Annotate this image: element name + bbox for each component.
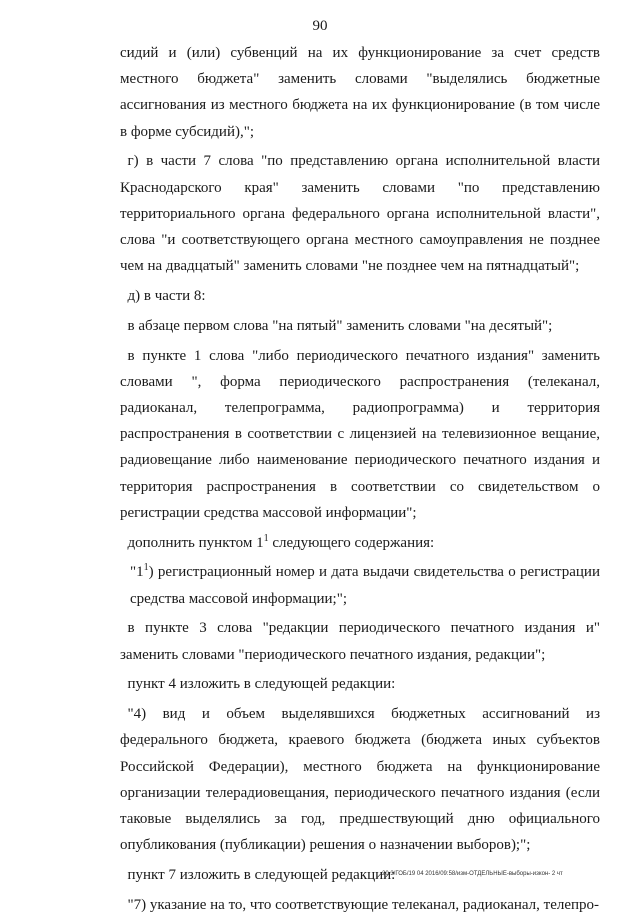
footer-file-reference: 20.3/ГОБ/19 04 2016/09:58/изм-ОТДЕЛЬНЫЕ-выборы-изкон- 2 чт	[382, 871, 563, 877]
paragraph: пункт 7 изложить в следующей редакции:	[127, 867, 396, 884]
paragraph-text: ) регистрационный номер и дата выдачи свидетельства о регистрации средства массовой информации;";	[130, 564, 600, 607]
paragraph: в абзаце первом слова "на пятый" заменить словами "на десятый";	[127, 317, 553, 334]
paragraph	[120, 559, 600, 611]
paragraph	[120, 530, 600, 556]
paragraph: в пункте 3 слова "редакции периодического печатного издания и" заменить словами "периодического печатного издания, редакции";	[120, 620, 600, 663]
document-body	[120, 40, 600, 922]
paragraph: "4) вид и объем выделявшихся бюджетных ассигнований из федерального бюджета, краевого бюджета (бюджета иных субъектов Российской Федерации), местного бюджета на функционирование организации телерадиовещания, периодического печатного издания (если таковые выделялись за год, предшествующий дню официального опубликования (публикации) решения о назначении выборов);";	[120, 706, 600, 854]
paragraph: г) в части 7 слова "по представлению органа исполнительной власти Краснодарского края" заменить словами "по представлению территориального органа федерального органа исполнительной власти", слова "и соответствующего органа местного самоуправления не позднее чем на двадцатый" заменить словами "не позднее чем на пятнадцатый";	[120, 153, 600, 275]
paragraph: "7) указание на то, что соответствующие телеканал, радиоканал, телепро-	[127, 896, 600, 913]
superscript: 1	[263, 532, 269, 544]
paragraph-text: дополнить пунктом 1	[127, 534, 264, 551]
paragraph-text: "1	[130, 564, 144, 581]
page-number: 90	[312, 18, 328, 34]
superscript: 1	[143, 562, 149, 574]
paragraph: сидий и (или) субвенций на их функционирование за счет средств местного бюджета" заменить словами "выделялись бюджетные ассигнования из местного бюджета на их функционирование (в том числе в форме субсидий),";	[120, 45, 600, 140]
paragraph-text: следующего содержания:	[268, 534, 435, 551]
paragraph: в пункте 1 слова "либо периодического печатного издания" заменить словами ", форма периодического распространения (телеканал, радиоканал, телепрограмма, радиопрограмма) и территория распространения в соответствии с лицензией на телевизионное вещание, радиовещание либо наименование периодического печатного издания и территория распространения в соответствии со свидетельством о регистрации средства массовой информации";	[120, 347, 600, 521]
paragraph: пункт 4 изложить в следующей редакции:	[127, 676, 396, 693]
paragraph: д) в части 8:	[127, 288, 206, 305]
